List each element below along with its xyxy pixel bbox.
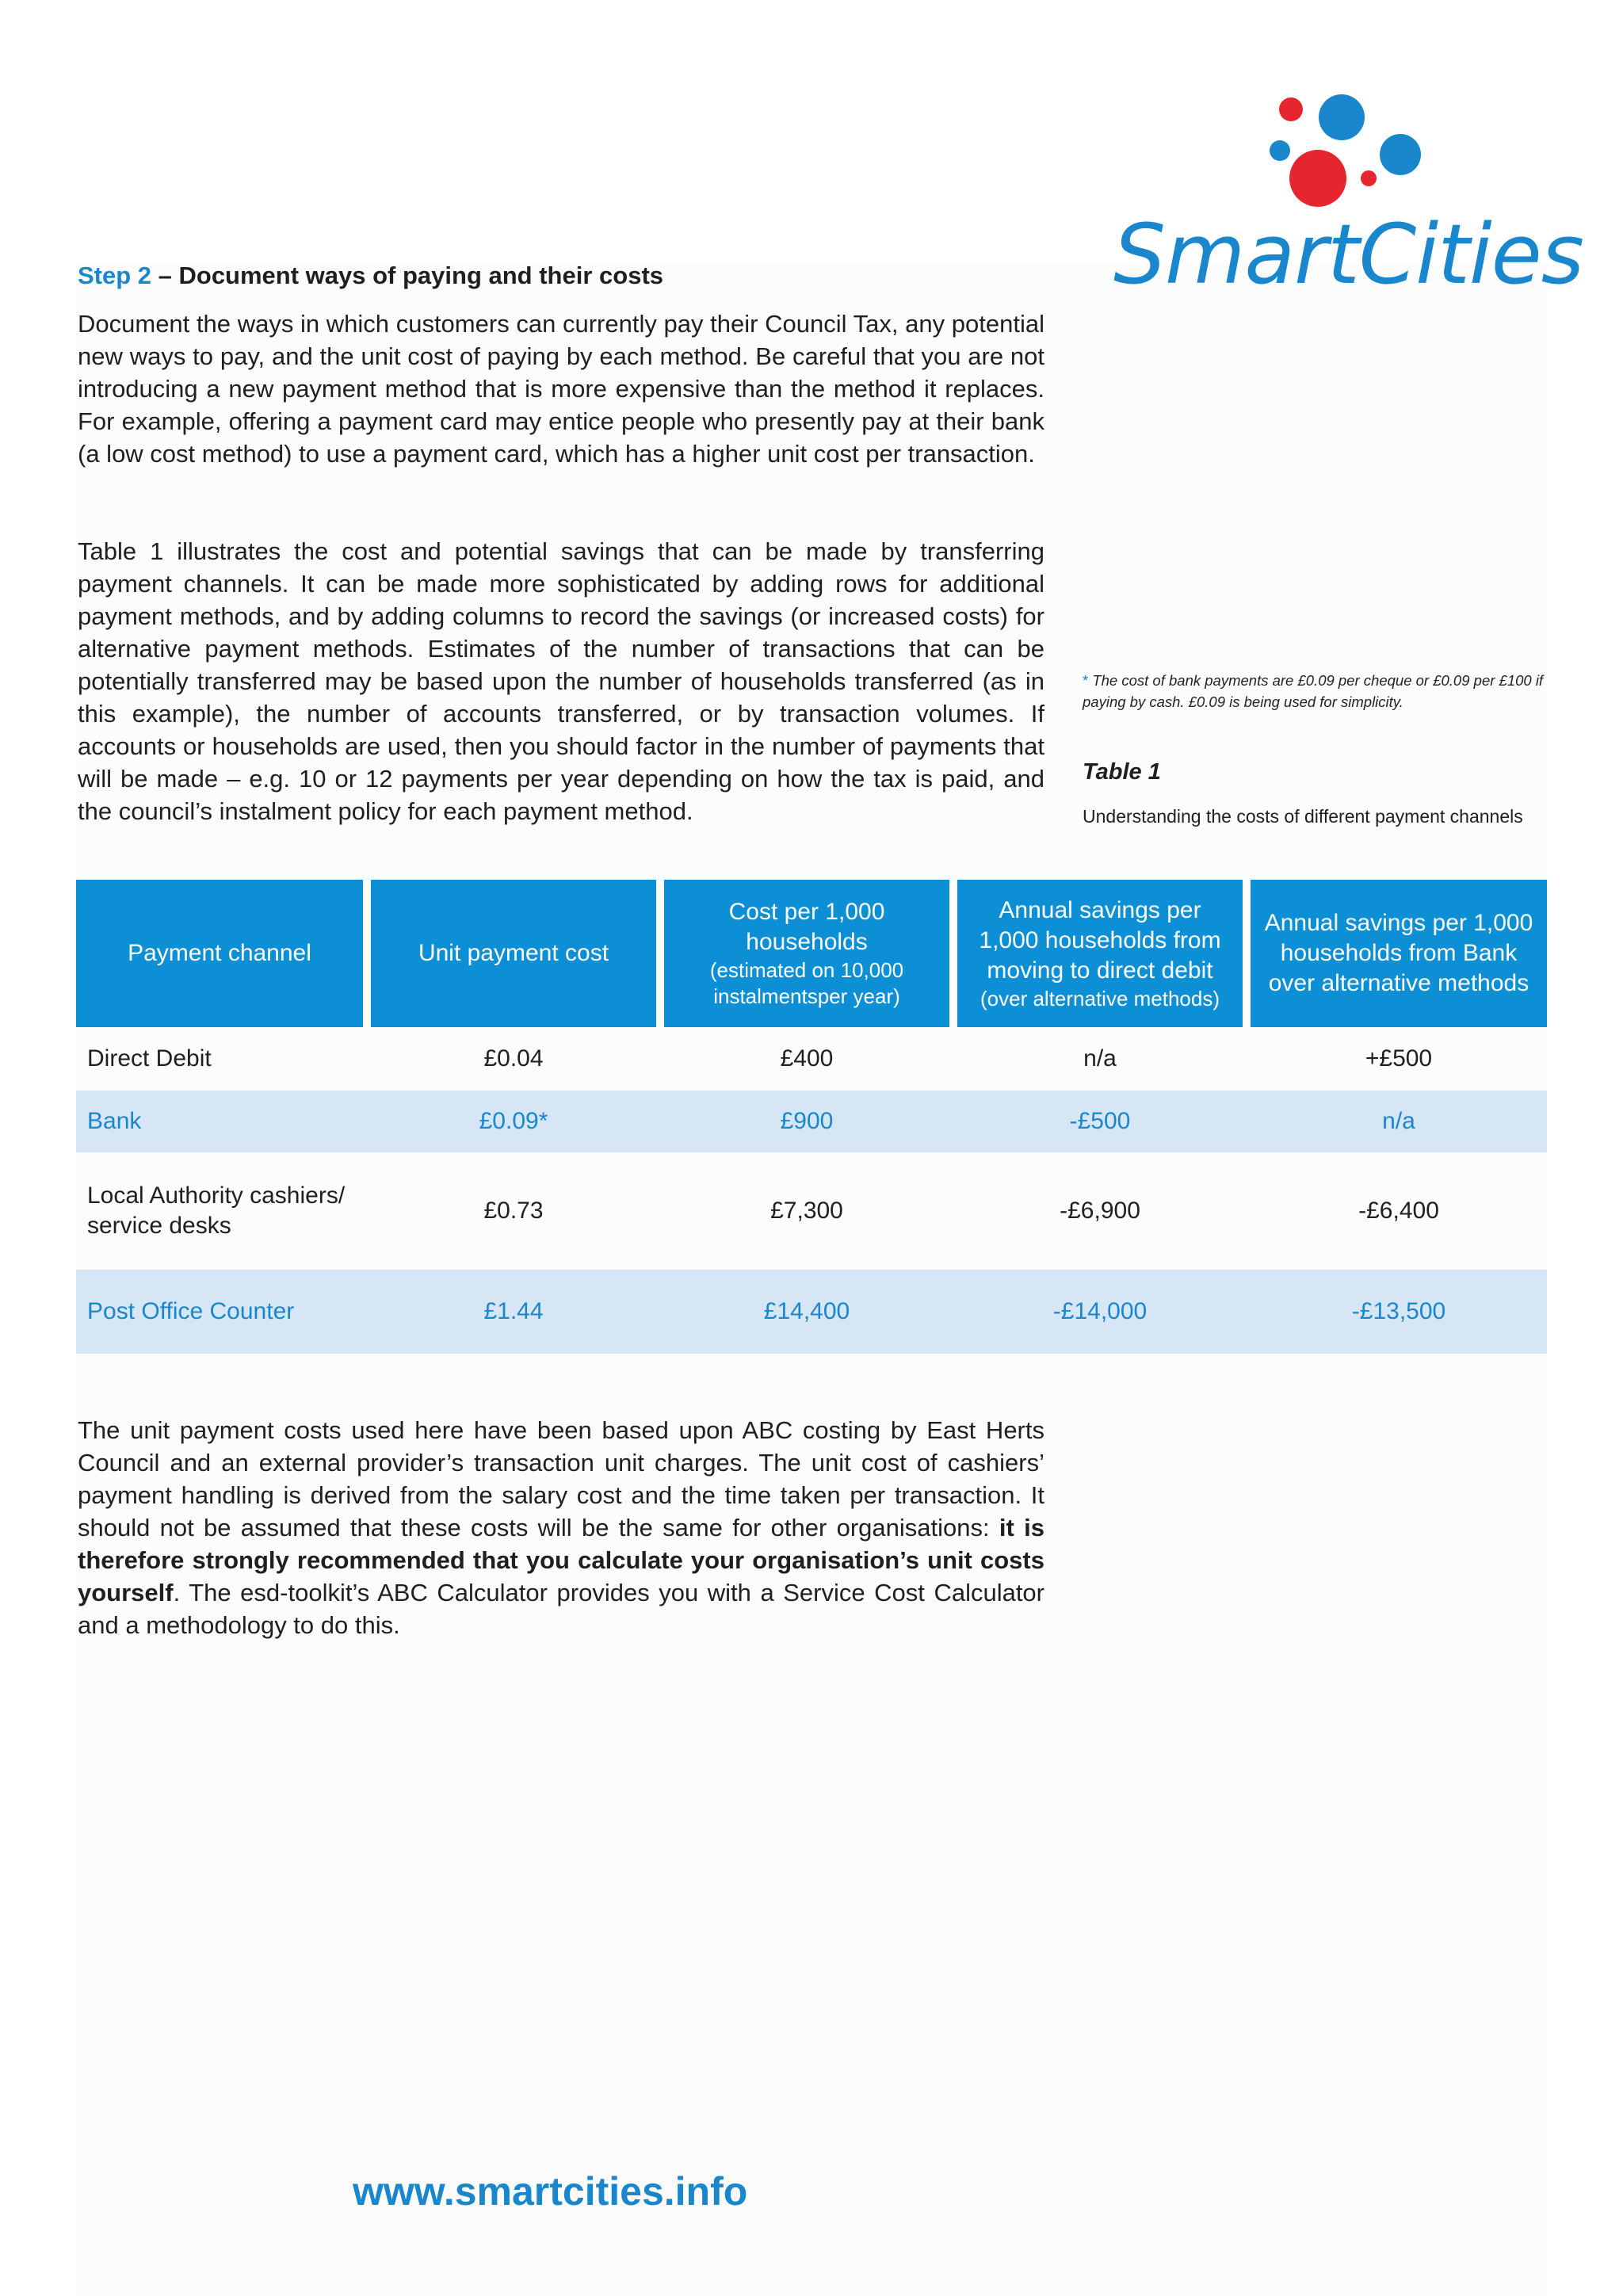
table-explanation-paragraph: Table 1 illustrates the cost and potential savings that can be made by transferring payment channels. It can be made more sophisticated by adding rows for additional payment methods, and by adding columns to record the savings (or increased costs) for alternative payment methods. Estimates of the number of transactions that can be potentially transferred may be based upon the number of households transferred (as in this example), the number of accounts transferred, or by transaction volumes. If accounts or households are used, then you should factor in the number of payments that will be made – e.g. 10 or 12 payments per year depending on how the tax is paid, and the council’s instalment policy for each payment method. xyxy=(78,537,1044,825)
cell-cost-per-1000: £900 xyxy=(780,1108,834,1134)
intro-paragraph: Document the ways in which customers can currently pay their Council Tax, any potential new ways to pay, and the unit cost of paying by each method. Be careful that you are not introducing a new payment method that is more expensive than the method it replaces. For example, offering a payment card may entice people who presently pay at their bank (a low cost method) to use a payment card, which has a higher unit cost per transaction. xyxy=(78,310,1044,468)
header-payment-channel: Payment channel xyxy=(76,880,363,1027)
recommendation-bold: it is therefore strongly recommended that you calculate your organisation’s unit costs yourself xyxy=(78,1514,1044,1606)
cell-channel: Bank xyxy=(87,1108,142,1134)
footnote-asterisk: * xyxy=(1083,672,1089,689)
table-row xyxy=(76,1027,1547,1091)
step-title: – Document ways of paying and their costs xyxy=(151,262,664,289)
cell-unit-cost: £0.04 xyxy=(483,1045,544,1072)
cell-savings-dd: -£14,000 xyxy=(1052,1298,1148,1324)
footer-website-link[interactable]: www.smartcities.info xyxy=(353,2169,748,2214)
bank-cost-footnote xyxy=(1083,670,1550,712)
abc-costing-paragraph: The unit payment costs used here have been based upon ABC costing by East Herts Council and an external provider’s transaction unit charges. The unit cost of cashiers’ payment handling is derived from the salary cost and the time taken per transaction. It should not be assumed that these costs will be the same for other organisations: it is therefore strongly recommended that you calculate your organisation’s unit costs yourself. The esd-toolkit’s ABC Calculator provides you with a Service Cost Calculator and a methodology to do this. xyxy=(78,1416,1044,1639)
table-header-row xyxy=(76,880,1547,1027)
cell-savings-bank: -£13,500 xyxy=(1351,1298,1446,1324)
cell-unit-cost: £0.09* xyxy=(479,1108,548,1134)
cell-savings-dd: n/a xyxy=(1083,1045,1117,1072)
header-savings-direct-debit: Annual savings per 1,000 households from moving to direct debit (over alternative methods) xyxy=(957,880,1243,1027)
cell-savings-bank: n/a xyxy=(1382,1108,1415,1134)
table-row xyxy=(76,1270,1547,1354)
table-row xyxy=(76,1152,1547,1270)
cell-savings-dd: -£6,900 xyxy=(1060,1198,1140,1224)
cell-unit-cost: £1.44 xyxy=(483,1298,544,1324)
cell-cost-per-1000: £14,400 xyxy=(763,1298,850,1324)
header-unit-payment-cost: Unit payment cost xyxy=(371,880,656,1027)
step-heading xyxy=(78,262,663,290)
cell-savings-dd: -£500 xyxy=(1069,1108,1131,1134)
table-row xyxy=(76,1091,1547,1152)
table-caption: Understanding the costs of different payment channels xyxy=(1083,806,1523,827)
cell-channel: Direct Debit xyxy=(87,1045,212,1072)
cell-channel: Post Office Counter xyxy=(87,1298,295,1324)
footnote-text: The cost of bank payments are £0.09 per cheque or £0.09 per £100 if paying by cash. £0.09 is being used for simplicity. xyxy=(1083,672,1544,710)
step-number: Step 2 xyxy=(78,262,152,289)
logo-dots-icon xyxy=(1113,87,1557,214)
header-cost-per-1000: Cost per 1,000 households (estimated on 10,000 instalmentsper year) xyxy=(664,880,949,1027)
cell-cost-per-1000: £400 xyxy=(780,1045,834,1072)
cell-savings-bank: -£6,400 xyxy=(1358,1198,1439,1224)
table-label: Table 1 xyxy=(1083,759,1161,785)
payment-cost-table xyxy=(76,880,1547,1354)
cell-unit-cost: £0.73 xyxy=(483,1198,544,1224)
logo-wordmark: SmartCities xyxy=(1113,206,1583,303)
smartcities-logo xyxy=(1113,87,1583,303)
cell-cost-per-1000: £7,300 xyxy=(770,1198,843,1224)
header-savings-bank: Annual savings per 1,000 households from Bank over alternative methods xyxy=(1251,880,1547,1027)
cell-channel: Local Authority cashiers/ service desks xyxy=(87,1182,346,1239)
cell-savings-bank: +£500 xyxy=(1365,1045,1433,1072)
